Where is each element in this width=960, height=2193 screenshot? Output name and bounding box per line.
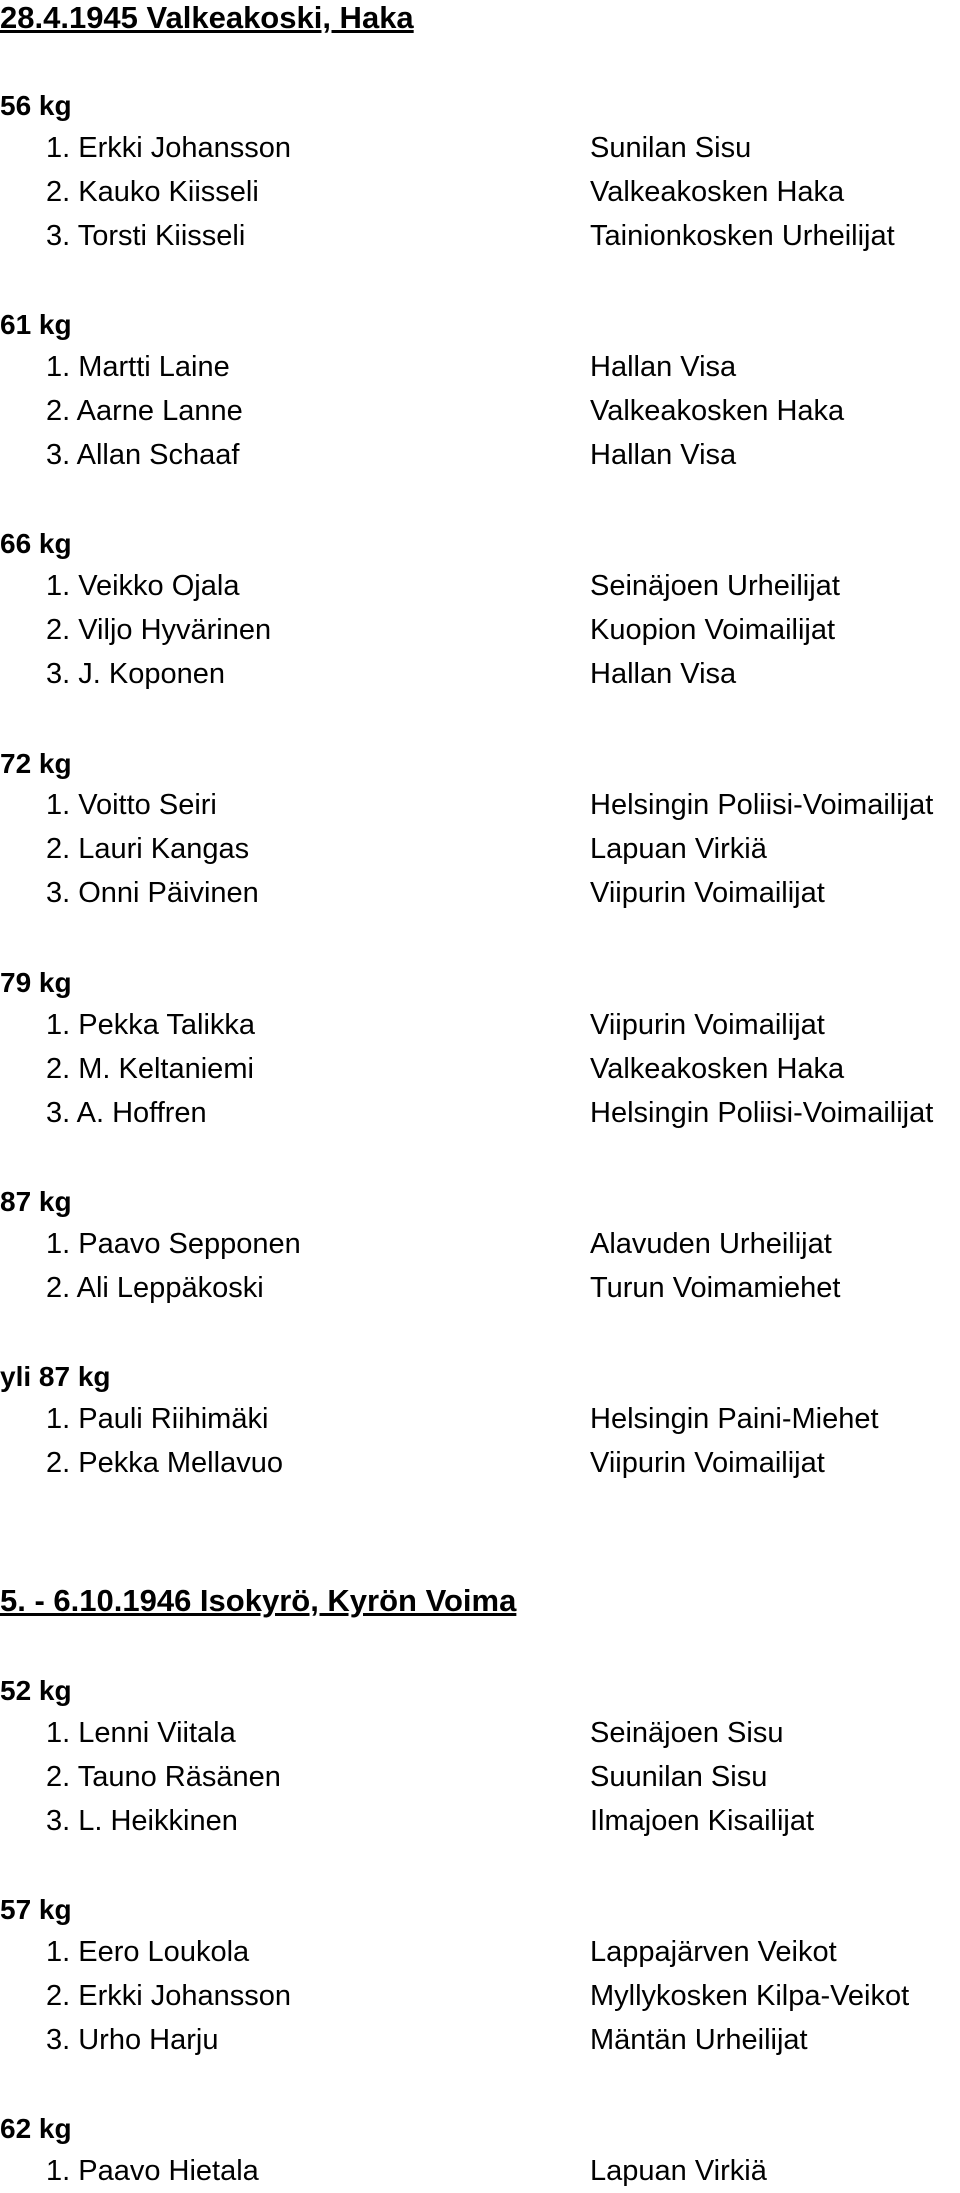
result-row: [0, 1099, 960, 1135]
club-name: Turun Voimamiehet: [590, 1272, 841, 1304]
result-row: [0, 791, 960, 827]
result-row: [0, 353, 960, 389]
club-name: Viipurin Voimailijat: [590, 877, 825, 909]
athlete-name: 2. Aarne Lanne: [46, 395, 243, 427]
category-heading: 57 kg: [0, 1894, 72, 1925]
result-row: [0, 134, 960, 170]
event-1-title: 28.4.1945 Valkeakoski, Haka: [0, 0, 414, 35]
athlete-name: 2. Pekka Mellavuo: [46, 1447, 283, 1479]
athlete-name: 1. Voitto Seiri: [46, 789, 217, 821]
category-heading: 52 kg: [0, 1675, 72, 1706]
result-row: [0, 1449, 960, 1485]
athlete-name: 3. Torsti Kiisseli: [46, 220, 246, 252]
result-row: [0, 616, 960, 652]
club-name: Tainionkosken Urheilijat: [590, 220, 895, 252]
result-row: [0, 1719, 960, 1755]
category-heading: 66 kg: [0, 528, 72, 559]
club-name: Seinäjoen Urheilijat: [590, 570, 840, 602]
athlete-name: 2. M. Keltaniemi: [46, 1053, 254, 1085]
result-row: [0, 1405, 960, 1441]
category-heading: 56 kg: [0, 90, 72, 121]
result-row: [0, 572, 960, 608]
athlete-name: 2. Kauko Kiisseli: [46, 176, 259, 208]
result-row: [0, 879, 960, 915]
athlete-name: 1. Pauli Riihimäki: [46, 1403, 269, 1435]
athlete-name: 2. Erkki Johansson: [46, 1980, 292, 2012]
athlete-name: 3. Allan Schaaf: [46, 439, 240, 471]
category-heading: 87 kg: [0, 1186, 72, 1217]
athlete-name: 3. A. Hoffren: [46, 1097, 207, 1129]
club-name: Lapuan Virkiä: [590, 2155, 767, 2187]
athlete-name: 1. Martti Laine: [46, 351, 230, 383]
result-row: [0, 835, 960, 871]
athlete-name: 1. Pekka Talikka: [46, 1009, 256, 1041]
result-row: [0, 1274, 960, 1310]
athlete-name: 2. Ali Leppäkoski: [46, 1272, 264, 1304]
result-row: [0, 1230, 960, 1266]
result-row: [0, 2026, 960, 2062]
athlete-name: 3. Onni Päivinen: [46, 877, 259, 909]
result-row: [0, 397, 960, 433]
athlete-name: 1. Erkki Johansson: [46, 132, 292, 164]
event-2-title: 5. - 6.10.1946 Isokyrö, Kyrön Voima: [0, 1583, 517, 1618]
result-row: [0, 1982, 960, 2018]
club-name: Myllykosken Kilpa-Veikot: [590, 1980, 910, 2012]
club-name: Viipurin Voimailijat: [590, 1009, 825, 1041]
category-heading: yli 87 kg: [0, 1361, 111, 1392]
category-heading: 61 kg: [0, 309, 72, 340]
club-name: Lapuan Virkiä: [590, 833, 767, 865]
club-name: Helsingin Poliisi-Voimailijat: [590, 789, 934, 821]
club-name: Ilmajoen Kisailijat: [590, 1805, 815, 1837]
category-heading: 62 kg: [0, 2113, 72, 2144]
club-name: Helsingin Paini-Miehet: [590, 1403, 879, 1435]
club-name: Lappajärven Veikot: [590, 1936, 837, 1968]
athlete-name: 1. Paavo Sepponen: [46, 1228, 301, 1260]
athlete-name: 2. Lauri Kangas: [46, 833, 250, 865]
club-name: Mäntän Urheilijat: [590, 2024, 808, 2056]
athlete-name: 1. Eero Loukola: [46, 1936, 250, 1968]
result-row: [0, 2157, 960, 2193]
club-name: Hallan Visa: [590, 351, 737, 383]
result-row: [0, 222, 960, 258]
athlete-name: 2. Tauno Räsänen: [46, 1761, 281, 1793]
result-row: [0, 178, 960, 214]
athlete-name: 1. Lenni Viitala: [46, 1717, 236, 1749]
result-row: [0, 1938, 960, 1974]
athlete-name: 1. Paavo Hietala: [46, 2155, 259, 2187]
athlete-name: 3. Urho Harju: [46, 2024, 219, 2056]
club-name: Seinäjoen Sisu: [590, 1717, 784, 1749]
club-name: Sunilan Sisu: [590, 132, 752, 164]
club-name: Helsingin Poliisi-Voimailijat: [590, 1097, 934, 1129]
club-name: Valkeakosken Haka: [590, 1053, 845, 1085]
club-name: Valkeakosken Haka: [590, 176, 845, 208]
club-name: Hallan Visa: [590, 439, 737, 471]
category-heading: 79 kg: [0, 967, 72, 998]
club-name: Valkeakosken Haka: [590, 395, 845, 427]
club-name: Suunilan Sisu: [590, 1761, 768, 1793]
result-row: [0, 660, 960, 696]
athlete-name: 1. Veikko Ojala: [46, 570, 240, 602]
result-row: [0, 1011, 960, 1047]
athlete-name: 2. Viljo Hyvärinen: [46, 614, 272, 646]
category-heading: 72 kg: [0, 748, 72, 779]
result-row: [0, 1763, 960, 1799]
club-name: Viipurin Voimailijat: [590, 1447, 825, 1479]
club-name: Hallan Visa: [590, 658, 737, 690]
result-row: [0, 1807, 960, 1843]
athlete-name: 3. L. Heikkinen: [46, 1805, 238, 1837]
result-row: [0, 441, 960, 477]
result-row: [0, 1055, 960, 1091]
club-name: Alavuden Urheilijat: [590, 1228, 832, 1260]
club-name: Kuopion Voimailijat: [590, 614, 836, 646]
athlete-name: 3. J. Koponen: [46, 658, 225, 690]
